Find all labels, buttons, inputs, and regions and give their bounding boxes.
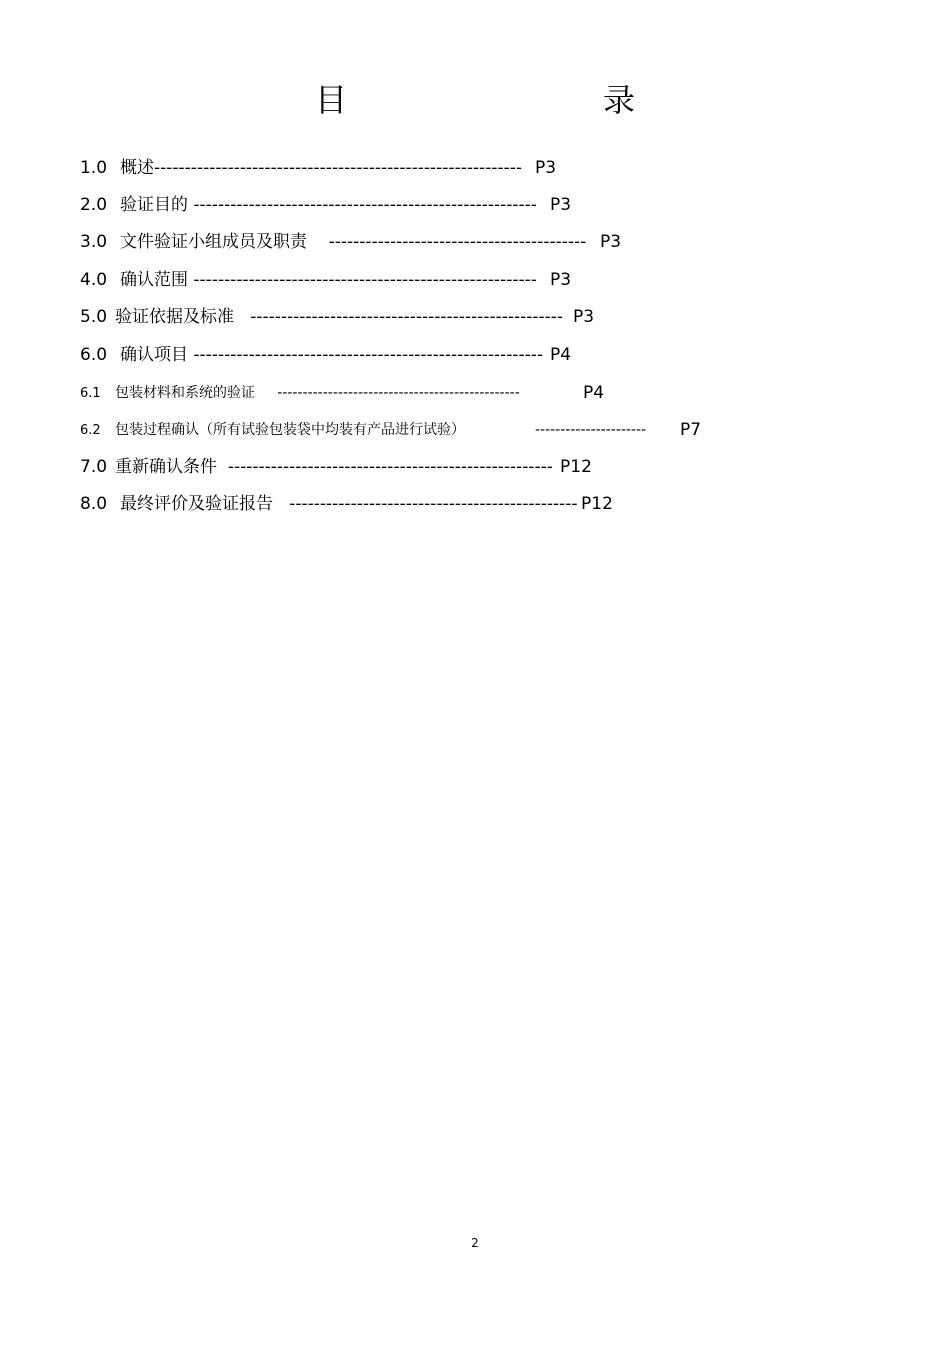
- toc-number: 7.0: [80, 457, 108, 477]
- toc-entry-8[interactable]: [80, 492, 613, 516]
- toc-number: 6.0: [80, 345, 108, 365]
- page-title: 目 录: [314, 81, 699, 119]
- toc-title: 确认项目: [120, 345, 188, 365]
- toc-number: 4.0: [80, 270, 108, 290]
- toc-leader: --------------------------------------------------------: [193, 270, 537, 290]
- toc-page-number: P12: [581, 494, 613, 514]
- toc-entry-6-2[interactable]: [80, 418, 702, 443]
- toc-page-number: P4: [550, 345, 572, 365]
- toc-page-number: P4: [583, 383, 605, 403]
- toc-leader: ------------------------------------------: [328, 232, 587, 252]
- toc-entry-3[interactable]: [80, 230, 622, 254]
- page-number-footer: 2: [471, 1236, 479, 1250]
- toc-title: 重新确认条件: [115, 457, 217, 477]
- toc-entry-6[interactable]: [80, 343, 572, 367]
- toc-leader: ---------------------------------------------------------: [193, 345, 544, 365]
- toc-number: 2.0: [80, 195, 108, 215]
- toc-page-number: P7: [680, 420, 702, 440]
- toc-title: 确认范围: [120, 270, 188, 290]
- toc-number: 5.0: [80, 307, 108, 327]
- toc-page-number: P3: [550, 195, 572, 215]
- toc-title: 验证依据及标准: [115, 307, 234, 327]
- toc-title: 文件验证小组成员及职责: [120, 232, 307, 252]
- toc-page-number: P3: [573, 307, 595, 327]
- toc-number: 6.2: [80, 423, 101, 438]
- toc-page-number: P3: [550, 270, 572, 290]
- toc-leader: -----------------------------------------------------: [227, 457, 553, 477]
- toc-number: 6.1: [80, 386, 101, 401]
- toc-leader: ----------------------: [535, 422, 647, 438]
- toc-leader: --------------------------------------------------------: [193, 195, 537, 215]
- toc-number: 1.0: [80, 158, 108, 178]
- toc-entry-7[interactable]: [80, 455, 592, 479]
- toc-entry-2[interactable]: [80, 193, 572, 217]
- toc-entry-5[interactable]: [80, 305, 595, 329]
- toc-leader: ---------------------------------------------------: [250, 307, 564, 327]
- toc-number: 8.0: [80, 494, 108, 514]
- toc-page-number: P12: [560, 457, 592, 477]
- toc-title: 包装过程确认（所有试验包装袋中均装有产品进行试验）: [115, 422, 465, 438]
- toc-leader: ------------------------------------------------------------: [154, 158, 523, 178]
- toc-title: 包装材料和系统的验证: [115, 385, 255, 401]
- toc-number: 3.0: [80, 232, 108, 252]
- toc-title: 概述: [120, 158, 154, 178]
- toc-leader: ------------------------------------------------: [277, 385, 520, 401]
- toc-page-number: P3: [600, 232, 622, 252]
- toc-title: 最终评价及验证报告: [120, 494, 273, 514]
- toc-page-number: P3: [535, 158, 557, 178]
- toc-entry-4[interactable]: [80, 268, 572, 292]
- toc-entry-6-1[interactable]: [80, 381, 605, 406]
- toc-leader: -----------------------------------------------: [289, 494, 578, 514]
- toc-title: 验证目的: [120, 195, 188, 215]
- toc-entry-1[interactable]: [80, 156, 557, 180]
